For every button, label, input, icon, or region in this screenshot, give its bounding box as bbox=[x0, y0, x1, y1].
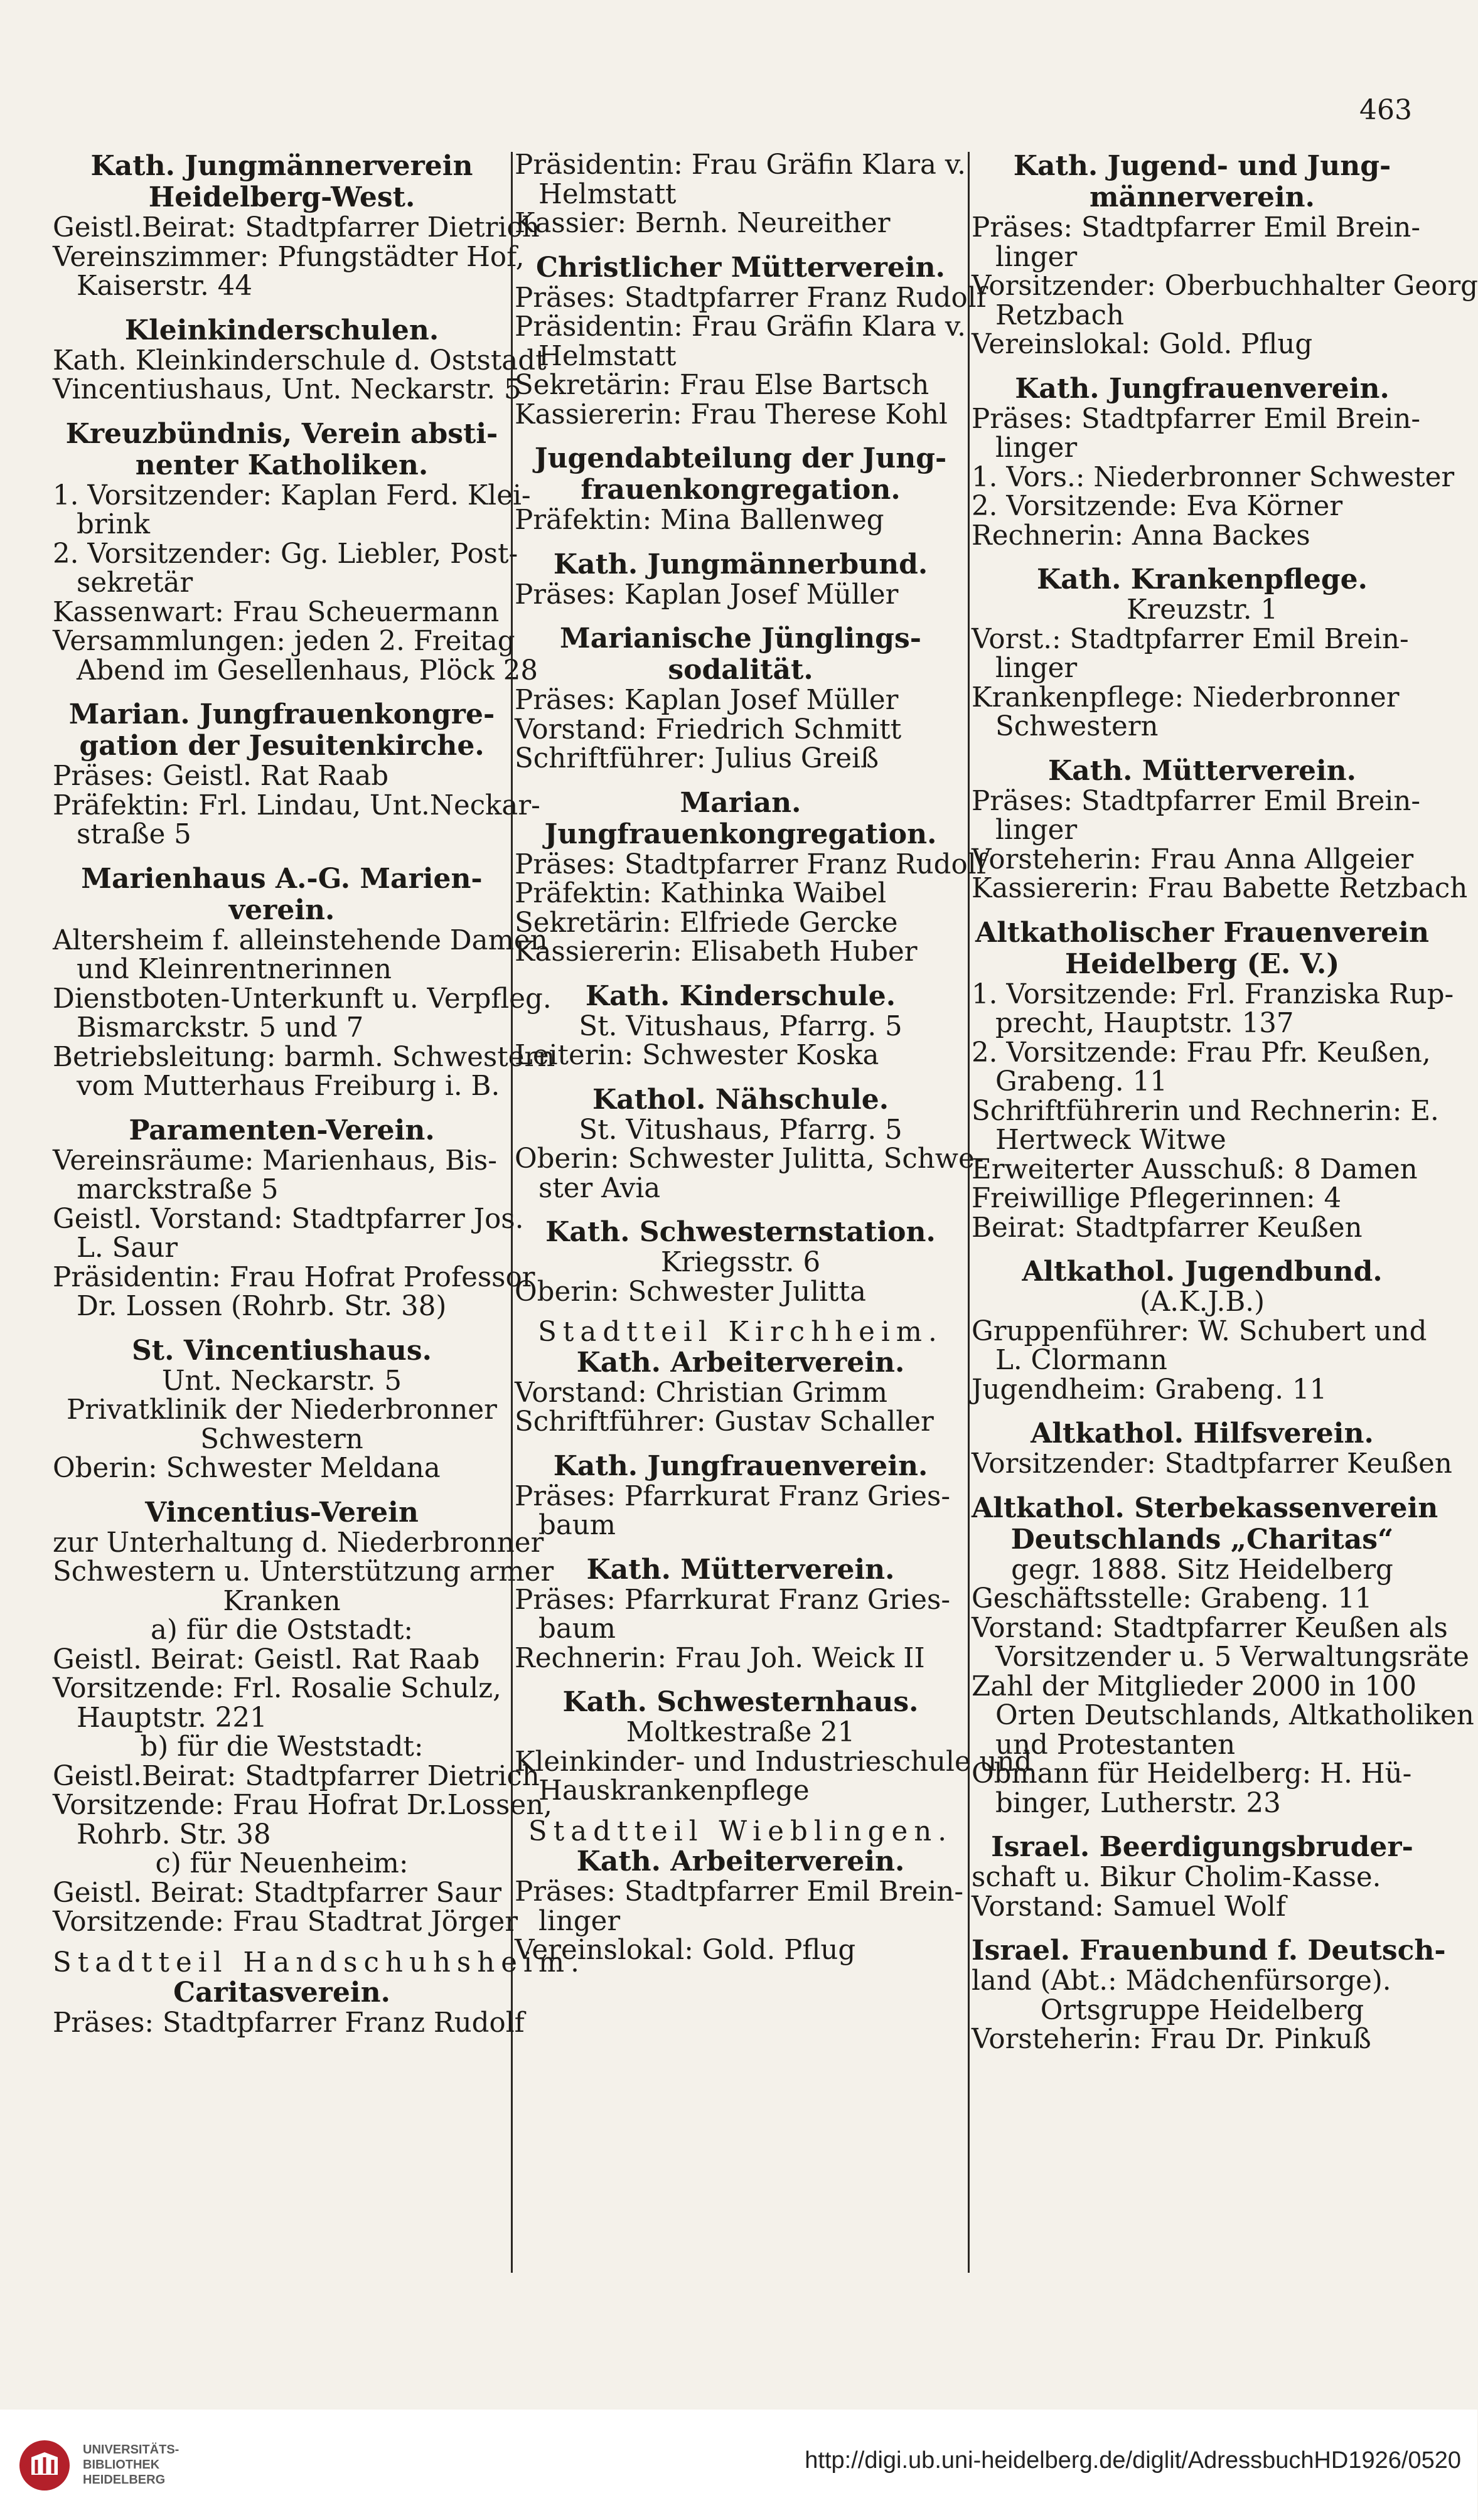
section-heading: männerverein. bbox=[1090, 181, 1315, 213]
section-heading: Altkathol. Hilfsverein. bbox=[1031, 1418, 1374, 1450]
section-heading: frauenkongregation. bbox=[581, 474, 901, 506]
entry-continuation: brink bbox=[77, 509, 150, 540]
entry-line: Kleinkinder- und Industrieschule und bbox=[515, 1746, 1032, 1778]
entry-continuation: Dr. Lossen (Rohrb. Str. 38) bbox=[77, 1291, 447, 1322]
entry-line: 2. Vorsitzende: Eva Körner bbox=[972, 491, 1343, 522]
entry-line: Präses: Kaplan Josef Müller bbox=[515, 685, 899, 716]
entry-continuation: Grabeng. 11 bbox=[995, 1066, 1167, 1097]
entry-line: Vorstand: Samuel Wolf bbox=[972, 1891, 1286, 1923]
entry-line: Präses: Stadtpfarrer Franz Rudolf bbox=[515, 848, 987, 880]
entry-line: Präfektin: Mina Ballenweg bbox=[515, 505, 884, 536]
entry-line: Versammlungen: jeden 2. Freitag bbox=[53, 626, 515, 657]
entry-continuation: Orten Deutschlands, Altkatholiken bbox=[995, 1700, 1474, 1731]
entry-centered: a) für die Oststadt: bbox=[151, 1615, 413, 1646]
entry-line: Kassiererin: Elisabeth Huber bbox=[515, 936, 918, 968]
entry-continuation: Vorsitzender u. 5 Verwaltungsräte bbox=[995, 1642, 1469, 1673]
entry-continuation: Hertweck Witwe bbox=[995, 1124, 1226, 1156]
entry-line: Präsidentin: Frau Hofrat Professor bbox=[53, 1261, 535, 1293]
entry-line: schaft u. Bikur Cholim-Kasse. bbox=[972, 1862, 1381, 1893]
entry-line: Schwestern u. Unterstützung armer bbox=[53, 1556, 554, 1588]
entry-line: Vereinszimmer: Pfungstädter Hof, bbox=[53, 241, 525, 273]
entry-line: Oberin: Schwester Meldana bbox=[53, 1453, 441, 1484]
source-url-link[interactable]: http://digi.ub.uni-heidelberg.de/diglit/AdressbuchHD1926/0520 bbox=[805, 2447, 1461, 2474]
entry-line: 1. Vorsitzender: Kaplan Ferd. Klei- bbox=[53, 479, 531, 511]
entry-line: Vorstand: Friedrich Schmitt bbox=[515, 713, 902, 745]
entry-line: 1. Vorsitzende: Frl. Franziska Rup- bbox=[972, 978, 1454, 1010]
section-heading: Caritasverein. bbox=[173, 1977, 390, 2009]
entry-line: Präses: Geistl. Rat Raab bbox=[53, 761, 389, 792]
section-heading: Marian. bbox=[680, 786, 801, 819]
entry-continuation: Bismarckstr. 5 und 7 bbox=[77, 1012, 364, 1044]
entry-continuation: baum bbox=[538, 1613, 616, 1645]
entry-line: Sekretärin: Elfriede Gercke bbox=[515, 907, 898, 939]
entry-centered: St. Vitushaus, Pfarrg. 5 bbox=[579, 1010, 902, 1042]
entry-line: Präses: Stadtpfarrer Emil Brein- bbox=[515, 1876, 964, 1908]
entry-line: Gruppenführer: W. Schubert und bbox=[972, 1315, 1427, 1347]
entry-line: Geistl. Vorstand: Stadtpfarrer Jos. bbox=[53, 1203, 524, 1235]
entry-line: Erweiterter Ausschuß: 8 Damen bbox=[972, 1153, 1418, 1185]
section-heading: Jugendabteilung der Jung- bbox=[534, 442, 947, 474]
entry-centered: Kranken bbox=[223, 1585, 341, 1617]
entry-continuation: precht, Hauptstr. 137 bbox=[995, 1008, 1294, 1039]
entry-continuation: Rohrb. Str. 38 bbox=[77, 1818, 271, 1850]
entry-line: Geistl. Beirat: Stadtpfarrer Saur bbox=[53, 1877, 502, 1909]
entry-line: Präfektin: Kathinka Waibel bbox=[515, 878, 887, 909]
entry-centered: c) für Neuenheim: bbox=[155, 1848, 409, 1879]
entry-line: Vorstand: Christian Grimm bbox=[515, 1377, 887, 1409]
entry-line: Präses: Stadtpfarrer Franz Rudolf bbox=[515, 282, 987, 314]
entry-centered: b) für die Weststadt: bbox=[140, 1731, 424, 1763]
section-heading: Kath. Schwesternstation. bbox=[545, 1216, 936, 1248]
entry-line: Oberin: Schwester Julitta bbox=[515, 1276, 866, 1308]
entry-line: Präfektin: Frl. Lindau, Unt.Neckar- bbox=[53, 789, 540, 821]
entry-continuation: Abend im Gesellenhaus, Plöck 28 bbox=[77, 654, 538, 686]
section-heading: Kathol. Nähschule. bbox=[592, 1083, 889, 1116]
entry-line: Vereinslokal: Gold. Pflug bbox=[972, 329, 1313, 360]
entry-line: Vorsteherin: Frau Anna Allgeier bbox=[972, 843, 1414, 875]
section-heading: Kath. Jugend- und Jung- bbox=[1013, 150, 1391, 182]
entry-continuation: linger bbox=[995, 241, 1078, 273]
entry-line: Rechnerin: Frau Joh. Weick II bbox=[515, 1642, 925, 1674]
entry-line: zur Unterhaltung d. Niederbronner bbox=[53, 1527, 544, 1559]
column-rule-right bbox=[968, 152, 970, 2273]
entry-line: Vorsitzende: Frau Hofrat Dr.Lossen, bbox=[53, 1790, 552, 1821]
entry-line: Vorsitzender: Oberbuchhalter Georg bbox=[972, 270, 1478, 302]
entry-continuation: straße 5 bbox=[77, 819, 191, 850]
entry-line: 1. Vors.: Niederbronner Schwester bbox=[972, 461, 1455, 493]
section-heading: Marian. Jungfrauenkongre- bbox=[68, 698, 495, 730]
section-heading: Kath. Arbeiterverein. bbox=[576, 1845, 905, 1877]
entry-line: Vorsitzende: Frl. Rosalie Schulz, bbox=[53, 1673, 501, 1704]
section-heading: Israel. Beerdigungsbruder- bbox=[991, 1831, 1413, 1863]
entry-line: Beirat: Stadtpfarrer Keußen bbox=[972, 1212, 1363, 1244]
section-heading: Heidelberg-West. bbox=[148, 181, 415, 213]
footer-bar bbox=[0, 2410, 1477, 2520]
section-heading: Paramenten-Verein. bbox=[129, 1114, 435, 1146]
entry-line: Geistl.Beirat: Stadtpfarrer Dietrich bbox=[53, 212, 540, 243]
entry-line: Vorstand: Stadtpfarrer Keußen als bbox=[972, 1612, 1448, 1644]
district-heading: Stadtteil Kirchheim. bbox=[538, 1316, 943, 1348]
section-heading: sodalität. bbox=[668, 654, 813, 686]
entry-line: Präses: Stadtpfarrer Emil Brein- bbox=[972, 212, 1421, 243]
entry-continuation: L. Saur bbox=[77, 1232, 178, 1264]
entry-line: Schriftführer: Julius Greiß bbox=[515, 743, 879, 774]
entry-line: Vorsitzender: Stadtpfarrer Keußen bbox=[972, 1448, 1452, 1480]
section-heading: Altkathol. Jugendbund. bbox=[1022, 1256, 1383, 1288]
entry-continuation: L. Clormann bbox=[995, 1345, 1167, 1376]
section-heading: Deutschlands „Charitas“ bbox=[1010, 1523, 1394, 1556]
entry-centered: (A.K.J.B.) bbox=[1139, 1286, 1265, 1318]
entry-continuation: Hauptstr. 221 bbox=[77, 1702, 267, 1734]
entry-line: 2. Vorsitzende: Frau Pfr. Keußen, bbox=[972, 1037, 1431, 1069]
entry-line: 2. Vorsitzender: Gg. Liebler, Post- bbox=[53, 538, 518, 570]
entry-continuation: und Protestanten bbox=[995, 1729, 1236, 1761]
district-heading: Stadtteil Handschuhsheim. bbox=[53, 1946, 586, 1978]
entry-continuation: sekretär bbox=[77, 567, 193, 599]
entry-continuation: Helmstatt bbox=[538, 340, 677, 372]
entry-continuation: Schwestern bbox=[995, 711, 1159, 742]
entry-continuation: linger bbox=[995, 814, 1078, 846]
entry-continuation: linger bbox=[995, 653, 1078, 684]
entry-line: Präses: Stadtpfarrer Franz Rudolf bbox=[53, 2007, 525, 2039]
entry-line: Vereinsräume: Marienhaus, Bis- bbox=[53, 1145, 497, 1177]
section-heading: Kath. Jungmännerverein bbox=[90, 150, 473, 182]
entry-continuation: Helmstatt bbox=[538, 178, 677, 210]
entry-line: Schriftführerin und Rechnerin: E. bbox=[972, 1095, 1439, 1127]
entry-centered: St. Vitushaus, Pfarrg. 5 bbox=[579, 1114, 902, 1146]
entry-line: Präses: Pfarrkurat Franz Gries- bbox=[515, 1480, 951, 1512]
entry-continuation: Retzbach bbox=[995, 299, 1125, 331]
entry-line: Schriftführer: Gustav Schaller bbox=[515, 1406, 934, 1438]
section-heading: gation der Jesuitenkirche. bbox=[79, 730, 485, 762]
entry-line: Kath. Kleinkinderschule d. Oststadt bbox=[53, 344, 547, 376]
entry-continuation: marckstraße 5 bbox=[77, 1174, 279, 1205]
entry-line: Leiterin: Schwester Koska bbox=[515, 1040, 879, 1071]
section-heading: Kreuzbündnis, Verein absti- bbox=[65, 417, 498, 450]
entry-continuation: baum bbox=[538, 1510, 616, 1541]
section-heading: Altkatholischer Frauenverein bbox=[975, 916, 1429, 949]
entry-line: Jugendheim: Grabeng. 11 bbox=[972, 1374, 1327, 1406]
section-heading: Kath. Jungmännerbund. bbox=[553, 548, 928, 580]
library-name: UNIVERSITÄTS- BIBLIOTHEK HEIDELBERG bbox=[83, 2443, 179, 2487]
section-heading: Kath. Mütterverein. bbox=[1048, 754, 1356, 787]
section-heading: Kath. Jungfrauenverein. bbox=[553, 1450, 928, 1482]
entry-line: Kassenwart: Frau Scheuermann bbox=[53, 596, 500, 628]
section-heading: Israel. Frauenbund f. Deutsch- bbox=[972, 1935, 1446, 1967]
section-heading: Kleinkinderschulen. bbox=[124, 314, 439, 346]
section-heading: Jungfrauenkongregation. bbox=[544, 818, 937, 850]
entry-centered: gegr. 1888. Sitz Heidelberg bbox=[1011, 1554, 1393, 1586]
entry-line: Präses: Kaplan Josef Müller bbox=[515, 579, 899, 611]
section-heading: Marienhaus A.-G. Marien- bbox=[81, 862, 483, 895]
entry-continuation: binger, Lutherstr. 23 bbox=[995, 1787, 1281, 1819]
entry-continuation: linger bbox=[538, 1905, 621, 1937]
entry-continuation: Hauskrankenpflege bbox=[538, 1775, 810, 1807]
entry-centered: Kreuzstr. 1 bbox=[1126, 594, 1278, 626]
section-heading: Vincentius-Verein bbox=[145, 1496, 419, 1529]
entry-line: Vorsitzende: Frau Stadtrat Jörger bbox=[53, 1906, 518, 1938]
entry-centered: Ortsgruppe Heidelberg bbox=[1040, 1994, 1364, 2026]
entry-centered: Privatklinik der Niederbronner bbox=[67, 1394, 497, 1426]
entry-centered: Unt. Neckarstr. 5 bbox=[161, 1365, 402, 1397]
entry-line: Vereinslokal: Gold. Pflug bbox=[515, 1935, 856, 1966]
section-heading: nenter Katholiken. bbox=[135, 449, 429, 481]
entry-line: Kassiererin: Frau Therese Kohl bbox=[515, 398, 948, 430]
district-heading: Stadtteil Wieblingen. bbox=[528, 1815, 953, 1847]
university-library-logo-icon bbox=[18, 2438, 72, 2492]
entry-continuation: Kaiserstr. 44 bbox=[77, 270, 253, 302]
entry-line: Rechnerin: Anna Backes bbox=[972, 520, 1310, 552]
section-heading: Kath. Mütterverein. bbox=[586, 1553, 895, 1586]
entry-line: Altersheim f. alleinstehende Damen bbox=[53, 924, 548, 956]
entry-continuation: linger bbox=[995, 432, 1078, 464]
entry-line: Dienstboten-Unterkunft u. Verpfleg. bbox=[53, 983, 552, 1015]
entry-line: Vorst.: Stadtpfarrer Emil Brein- bbox=[972, 623, 1409, 655]
section-heading: Altkathol. Sterbekassenverein bbox=[972, 1492, 1438, 1524]
entry-line: Freiwillige Pflegerinnen: 4 bbox=[972, 1183, 1342, 1214]
entry-line: Zahl der Mitglieder 2000 in 100 bbox=[972, 1670, 1416, 1702]
entry-continuation: vom Mutterhaus Freiburg i. B. bbox=[77, 1070, 500, 1102]
section-heading: verein. bbox=[228, 894, 335, 926]
entry-line: Krankenpflege: Niederbronner bbox=[972, 681, 1400, 713]
section-heading: Kath. Jungfrauenverein. bbox=[1015, 372, 1390, 405]
section-heading: Kath. Kinderschule. bbox=[585, 980, 896, 1012]
entry-line: Geistl.Beirat: Stadtpfarrer Dietrich bbox=[53, 1760, 540, 1792]
entry-continuation: und Kleinrentnerinnen bbox=[77, 954, 392, 985]
entry-line: Vorsteherin: Frau Dr. Pinkuß bbox=[972, 2024, 1371, 2055]
section-heading: Kath. Krankenpflege. bbox=[1037, 563, 1368, 595]
section-heading: Kath. Schwesternhaus. bbox=[562, 1686, 919, 1718]
entry-line: Geschäftsstelle: Grabeng. 11 bbox=[972, 1583, 1373, 1615]
entry-continuation: ster Avia bbox=[538, 1172, 661, 1204]
entry-line: Obmann für Heidelberg: H. Hü- bbox=[972, 1758, 1412, 1790]
entry-line: Präses: Stadtpfarrer Emil Brein- bbox=[972, 403, 1421, 435]
entry-line: Betriebsleitung: barmh. Schwestern bbox=[53, 1041, 555, 1073]
entry-centered: Kriegsstr. 6 bbox=[660, 1247, 821, 1278]
entry-line: Präses: Pfarrkurat Franz Gries- bbox=[515, 1584, 951, 1616]
entry-line: Geistl. Beirat: Geistl. Rat Raab bbox=[53, 1643, 480, 1675]
section-heading: St. Vincentiushaus. bbox=[132, 1334, 432, 1367]
entry-line: Vincentiushaus, Unt. Neckarstr. 5 bbox=[53, 374, 522, 405]
entry-line: Sekretärin: Frau Else Bartsch bbox=[515, 370, 929, 401]
section-heading: Heidelberg (E. V.) bbox=[1064, 948, 1340, 980]
entry-line: Kassier: Bernh. Neureither bbox=[515, 208, 891, 239]
page-number: 463 bbox=[1359, 94, 1412, 126]
section-heading: Kath. Arbeiterverein. bbox=[576, 1346, 905, 1379]
entry-line: land (Abt.: Mädchenfürsorge). bbox=[972, 1965, 1391, 1997]
entry-line: Präses: Stadtpfarrer Emil Brein- bbox=[972, 785, 1421, 817]
section-heading: Marianische Jünglings- bbox=[560, 622, 921, 654]
entry-centered: Schwestern bbox=[200, 1423, 363, 1455]
section-heading: Christlicher Mütterverein. bbox=[536, 251, 945, 284]
entry-line: Oberin: Schwester Julitta, Schwe- bbox=[515, 1143, 984, 1175]
column-middle bbox=[515, 149, 1032, 2265]
column-right bbox=[972, 150, 1478, 2265]
entry-line: Präsidentin: Frau Gräfin Klara v. bbox=[515, 149, 966, 181]
entry-line: Präsidentin: Frau Gräfin Klara v. bbox=[515, 311, 966, 343]
entry-line: Kassiererin: Frau Babette Retzbach bbox=[972, 873, 1468, 904]
entry-centered: Moltkestraße 21 bbox=[626, 1717, 855, 1748]
